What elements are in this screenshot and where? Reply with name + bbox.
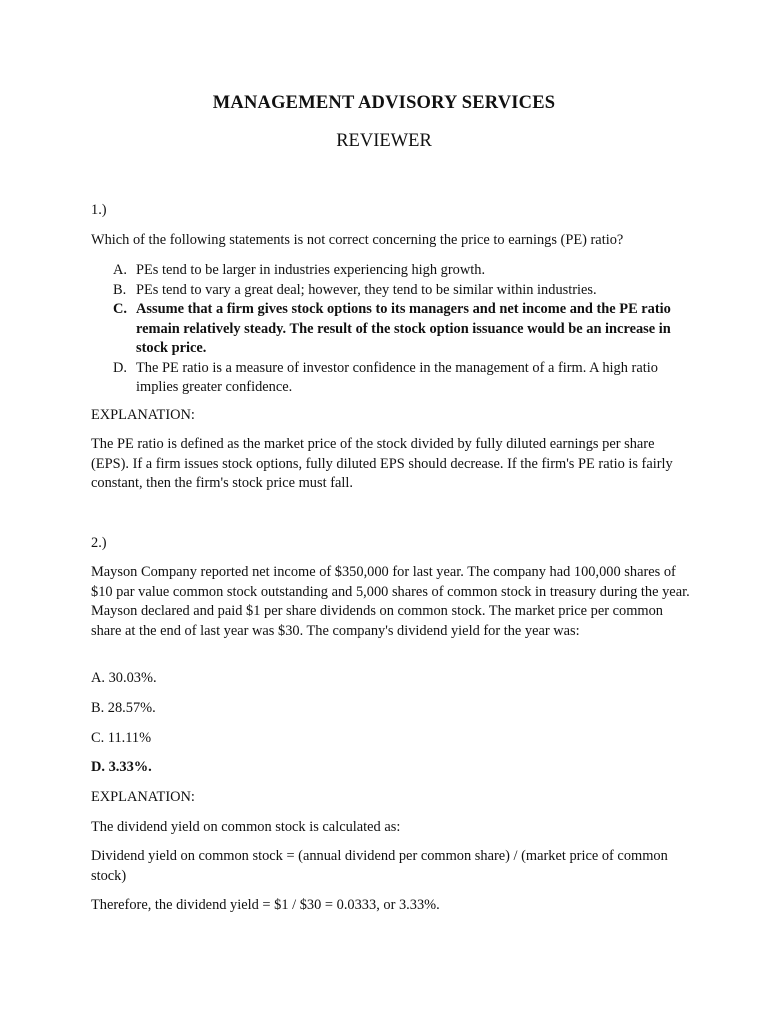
option-letter: A.	[113, 262, 127, 278]
option-text: The PE ratio is a measure of investor confidence in the management of a firm. A high ratio implies greater confidence.	[136, 359, 658, 395]
question-2-formula: Dividend yield on common stock = (annual dividend per common share) / (market price of common stock)	[91, 848, 668, 884]
question-1-option-d	[91, 359, 691, 398]
question-1-option-b	[91, 281, 691, 301]
document-title: MANAGEMENT ADVISORY SERVICES	[212, 93, 556, 113]
question-2-choice-a: A. 30.03%.	[91, 670, 157, 686]
question-2-text: Mayson Company reported net income of $350,000 for last year. The company had 100,000 shares of $10 par value common stock outstanding and 5,000 shares of common stock in treasury during the year. Mayson declared and paid $1 per share dividends on common stock. The market price per common share at the end of last year was $30. The company's dividend yield for the year was:	[91, 564, 690, 639]
question-1-option-c-correct	[91, 300, 691, 359]
option-letter: C.	[113, 301, 127, 317]
question-1-number: 1.)	[91, 202, 107, 218]
question-2-result: Therefore, the dividend yield = $1 / $30 = 0.0333, or 3.33%.	[91, 897, 440, 913]
question-1-option-a	[91, 261, 691, 281]
question-1-explanation-label: EXPLANATION:	[91, 407, 195, 423]
question-1-explanation: The PE ratio is defined as the market price of the stock divided by fully diluted earnings per share (EPS). If a firm issues stock options, fully diluted EPS should decrease. If the firm's PE ratio is fairly constant, then the firm's stock price must fall.	[91, 436, 673, 491]
option-letter: B.	[113, 281, 127, 298]
question-2-choice-b: B. 28.57%.	[91, 700, 156, 716]
question-2-explanation-label: EXPLANATION:	[91, 789, 195, 805]
question-1-text: Which of the following statements is not correct concerning the price to earnings (PE) ratio?	[91, 232, 624, 248]
question-2-number: 2.)	[91, 535, 107, 551]
option-text: PEs tend to be larger in industries experiencing high growth.	[136, 262, 486, 278]
question-2-choice-d-correct: D. 3.33%.	[91, 759, 152, 775]
question-1-options	[91, 261, 691, 398]
question-2-choice-c: C. 11.11%	[91, 730, 152, 746]
option-letter: D.	[113, 359, 127, 376]
option-text: PEs tend to vary a great deal; however, they tend to be similar within industries.	[136, 281, 597, 298]
question-2-explanation-intro: The dividend yield on common stock is calculated as:	[91, 819, 401, 835]
option-text: Assume that a firm gives stock options to its managers and net income and the PE ratio remain relatively steady. The result of the stock option issuance would be an increase in stock price.	[136, 301, 671, 356]
document-subtitle: REVIEWER	[336, 131, 432, 151]
